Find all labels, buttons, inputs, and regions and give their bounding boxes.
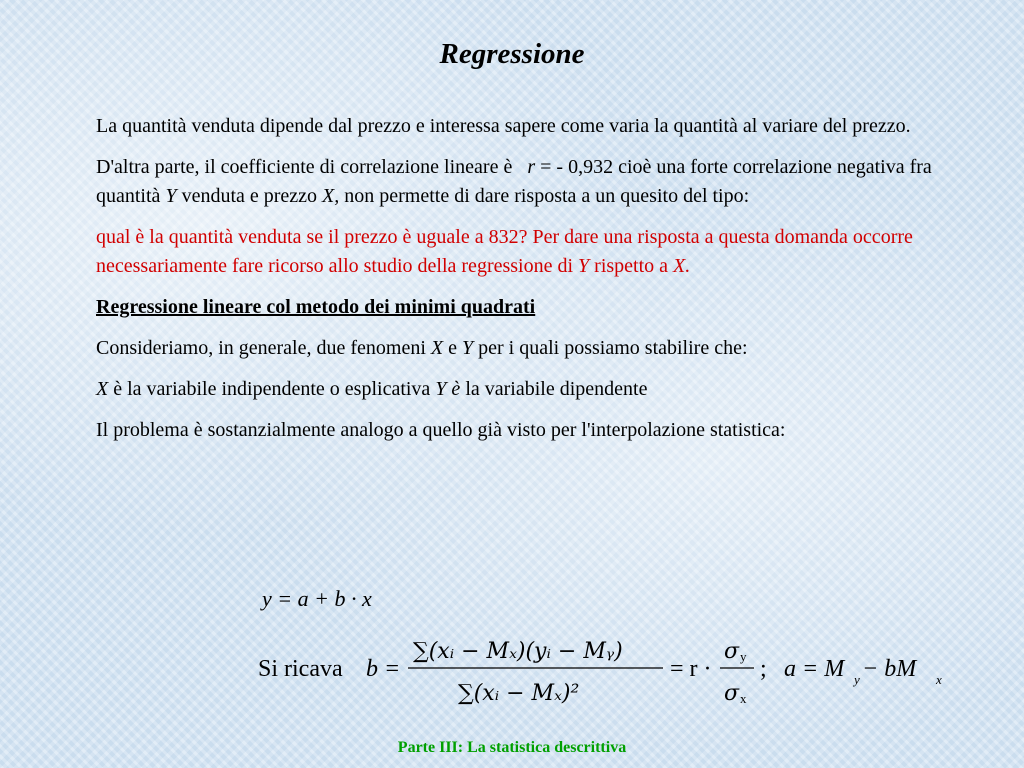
symbol-x: X xyxy=(430,337,444,359)
symbol-y: Y xyxy=(462,337,474,359)
slide-footer: Parte III: La statistica descrittiva xyxy=(397,739,627,756)
si-ricava-label: Si ricava xyxy=(258,656,343,682)
symbol-y: Y xyxy=(165,185,177,207)
paragraph-question xyxy=(96,223,976,281)
b-lhs: b = xyxy=(366,656,401,682)
text-segment: la variabile dipendente xyxy=(460,378,648,400)
slide-body xyxy=(96,112,976,457)
symbol-r: r xyxy=(527,156,536,178)
slide-title: Regressione xyxy=(439,38,585,70)
paragraph-problem: Il problema è sostanzialmente analogo a quello già visto per l'interpolazione statistica: xyxy=(96,419,786,441)
sigma-y-sub: y xyxy=(740,649,747,664)
semicolon: ; xyxy=(760,656,767,682)
symbol-x: X, xyxy=(322,185,340,207)
sigma-x-sub: x xyxy=(740,691,747,706)
symbol-x: X. xyxy=(673,255,691,277)
paragraph-variables xyxy=(96,375,976,404)
paragraph-phenomena xyxy=(96,334,976,363)
text-segment: D'altra parte, il coefficiente di correlazione lineare è xyxy=(96,156,518,178)
denominator: ∑(xᵢ − Mₓ)² xyxy=(458,681,580,706)
eq-r: = r · xyxy=(670,656,712,682)
formula-graphic xyxy=(258,628,978,718)
text-segment: = - 0,932 cioè una forte correlazione negativa fra quantità xyxy=(96,156,932,207)
regression-formula xyxy=(258,628,978,718)
text-segment: non permette di dare risposta a un quesito del tipo: xyxy=(339,185,750,207)
a-sub-x: x xyxy=(936,672,942,687)
section-heading xyxy=(96,293,976,322)
text-segment: rispetto a xyxy=(589,255,674,277)
paragraph-correlation xyxy=(96,153,976,211)
text-segment: venduta e prezzo xyxy=(176,185,323,207)
paragraph-intro: La quantità venduta dipende dal prezzo e interessa sapere come varia la quantità al variare del prezzo. xyxy=(96,115,911,137)
a-formula: a = M xyxy=(784,656,845,682)
a-minus: − bM xyxy=(862,656,917,682)
text-segment: qual è la quantità venduta se il prezzo è uguale a 832? Per dare una risposta a questa domanda occorre necessariamente fare ricorso allo studio della regressione di xyxy=(96,226,913,277)
sigma-y: σ xyxy=(724,639,740,664)
linear-formula: y = a + b · x xyxy=(262,586,372,611)
heading-text: Regressione lineare col metodo dei minimi quadrati xyxy=(96,296,536,318)
symbol-y: Y è xyxy=(435,378,461,400)
sigma-x: σ xyxy=(724,681,740,706)
text-segment: è la variabile indipendente o esplicativa xyxy=(108,378,436,400)
text-segment: e xyxy=(443,337,463,359)
text-segment: Consideriamo, in generale, due fenomeni xyxy=(96,337,431,359)
numerator: ∑(xᵢ − Mₓ)(yᵢ − Mᵧ) xyxy=(413,639,623,664)
text-segment: per i quali possiamo stabilire che: xyxy=(473,337,748,359)
a-sub-y: y xyxy=(854,672,860,687)
symbol-x: X xyxy=(96,378,109,400)
symbol-y: Y xyxy=(578,255,590,277)
